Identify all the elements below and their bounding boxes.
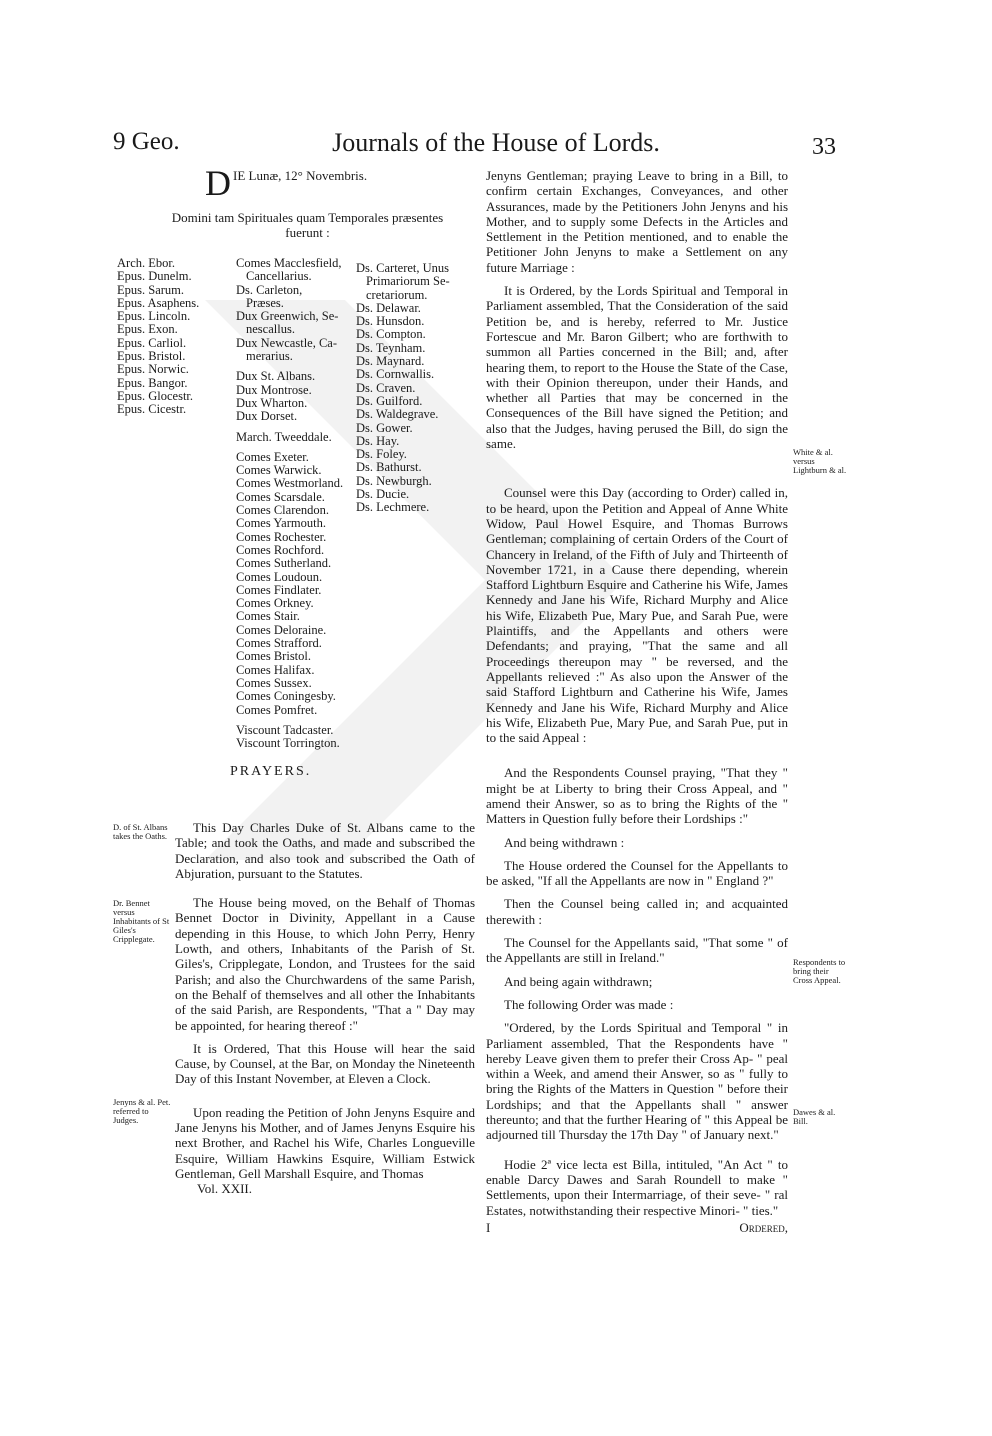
list-item-temporal-lord: Ds. Bathurst. <box>356 460 422 475</box>
list-item-temporal-lord: Præses. <box>246 295 284 310</box>
list-item-temporal-lord: Ds. Ducie. <box>356 487 410 502</box>
list-item-temporal-lord: Ds. Craven. <box>356 380 416 395</box>
list-item-temporal-lord: Dux Wharton. <box>236 395 308 410</box>
list-item-temporal-lord: Ds. Hay. <box>356 433 400 448</box>
list-item-temporal-lord: Comes Exeter. <box>236 449 309 464</box>
list-item-temporal-lord: Comes Stair. <box>236 609 300 624</box>
list-item-temporal-lord: Ds. Compton. <box>356 327 426 342</box>
paragraph-white-appeal: Counsel were this Day (according to Order) called in, to be heard, upon the Petition and Appeal of Anne White Widow, Paul Howel Esquire, and Thomas Burrows Gentleman; complaining of certain Orders of the Court of Chancery in Ireland, of the Fifth of July and Thirteenth of November 1721, in a Cause there depending, wherein Stafford Lightburn Esquire and Catherine his Wife, James Kennedy and Jane his Wife, Richard Murphy and Alice his Wife, Elizabeth Pue, Mary Pue, and Sarah Pue, were Plaintiffs, and the Appellants and others were Defendants; and praying, "That the same and all Proceedings thereupon may " be reversed, and the Appellants relieved :" As also upon the Answer of the said Stafford Lightburn and Catherine his Wife, James Kennedy and Jane his Wife, Richard Murphy and Alice his Wife, Elizabeth Pue, Mary Pue, and Sarah Pue, put in to the said Appeal : <box>486 485 788 746</box>
paragraph-counsel-said: The Counsel for the Appellants said, "That some " of the Appellants are still in Ireland." <box>486 935 788 966</box>
lords-spiritual-list <box>117 257 199 417</box>
list-item-temporal-lord: Ds. Guilford. <box>356 393 423 408</box>
left-column-body <box>175 820 475 1197</box>
list-item-temporal-lord: Ds. Gower. <box>356 420 413 435</box>
lords-temporal-list-b <box>356 262 450 515</box>
margin-note-st-albans: D. of St. Albans takes the Oaths. <box>113 822 168 841</box>
list-item-temporal-lord: Comes Scarsdale. <box>236 489 325 504</box>
list-item-temporal-lord: Comes Rochford. <box>236 542 325 557</box>
list-item-spiritual-lord: Epus. Dunelm. <box>117 269 192 284</box>
list-item-spiritual-lord: Epus. Bangor. <box>117 375 188 390</box>
list-item-spiritual-lord: Epus. Glocestr. <box>117 388 194 403</box>
list-item-temporal-lord: Ds. Delawar. <box>356 300 421 315</box>
list-item-temporal-lord: Comes Sutherland. <box>236 556 332 571</box>
list-item-temporal-lord: merarius. <box>246 349 293 364</box>
paragraph-house-ordered: The House ordered the Counsel for the Appellants to be asked, "If all the Appellants are now in " England ?" <box>486 857 788 889</box>
sheet-signature: I <box>486 1219 491 1235</box>
drop-cap: D <box>205 163 231 203</box>
paragraph-jenyns-order: It is Ordered, by the Lords Spiritual and Temporal in Parliament assembled, That the Consideration of the said Petition be, and is hereby, referred to Mr. Justice Fortescue and Mr. Baron Gilbert; who are forthwith to summon all Parties concerned in the Bill; and, after hearing them, to report to the House the State of the Case, with their Opinion thereupon, under their Hands, and whether all Parties that may be concerned in the Consequences of the Bill have signed the Petition; and also that the Judges, having perused the Bill, do sign the same. <box>486 283 788 452</box>
list-item-spiritual-lord: Epus. Exon. <box>117 322 178 337</box>
list-item-temporal-lord: Ds. Newburgh. <box>356 473 432 488</box>
list-item-temporal-lord: Comes Findlater. <box>236 582 322 597</box>
paragraph-st-albans-oaths: This Day Charles Duke of St. Albans came to the Table; and took the Oaths, and made and subscribed the Declaration, and also took and subscribed the Oath of Abjuration, pursuant to the Statutes. <box>175 820 475 881</box>
list-item-temporal-lord: Ds. Teynham. <box>356 340 426 355</box>
lords-temporal-list-a <box>236 257 343 750</box>
sitting-date-text: IE Lunæ, 12° Novembris. <box>233 168 368 183</box>
list-item-temporal-lord: cretariorum. <box>366 287 428 302</box>
list-item-temporal-lord: Viscount Torrington. <box>236 736 340 751</box>
list-item-temporal-lord: Comes Deloraine. <box>236 622 327 637</box>
list-item-temporal-lord: Comes Yarmouth. <box>236 516 326 531</box>
list-item-temporal-lord: Comes Warwick. <box>236 463 322 478</box>
prayers-heading: PRAYERS. <box>230 764 312 779</box>
paragraph-bennet-order: It is Ordered, That this House will hear the said Cause, by Counsel, at the Bar, on Monday the Nineteenth Day of this Instant November, at Eleven a Clock. <box>175 1040 475 1087</box>
sitting-date <box>205 163 368 203</box>
paragraph-withdrawn-again: And being again withdrawn; <box>504 973 653 989</box>
page-number: 33 <box>812 134 836 160</box>
margin-note-white: White & al. versus Lightburn & al. <box>793 447 847 475</box>
list-item-spiritual-lord: Epus. Asaphens. <box>117 295 200 310</box>
list-item-temporal-lord: Comes Clarendon. <box>236 503 330 518</box>
volume-signature: Vol. XXII. <box>197 1181 253 1197</box>
list-item-temporal-lord: Comes Halifax. <box>236 662 315 677</box>
paragraph-withdrawn: And being withdrawn : <box>504 834 625 850</box>
list-item-temporal-lord: Comes Coningesby. <box>236 689 336 704</box>
list-item-temporal-lord: Viscount Tadcaster. <box>236 722 334 737</box>
list-item-temporal-lord: Comes Sussex. <box>236 675 312 690</box>
list-item-temporal-lord: Comes Strafford. <box>236 636 322 651</box>
list-item-spiritual-lord: Epus. Cicestr. <box>117 402 187 417</box>
list-item-temporal-lord: Comes Westmorland. <box>236 476 344 491</box>
list-item-temporal-lord: Comes Bristol. <box>236 649 312 664</box>
paragraph-jenyns-petition: Upon reading the Petition of John Jenyns Esquire and Jane Jenyns his Mother, and of James Jenyns Esquire his next Brother, and Rachel his Wife, Charles Longueville Esquire, William Hawkins Esquire, William Estwick Gentleman, Gell Marshall Esquire, and Thomas <box>175 1104 475 1181</box>
list-item-temporal-lord: Dux St. Albans. <box>236 369 316 384</box>
margin-note-jenyns: Jenyns & al. Pet. referred to Judges. <box>113 1097 171 1125</box>
list-item-spiritual-lord: Epus. Bristol. <box>117 349 186 364</box>
margin-note-bennet: Dr. Bennet versus Inhabitants of St Giles's Cripplegate. <box>113 898 170 944</box>
list-item-temporal-lord: Ds. Carteret, Unus <box>356 261 450 275</box>
list-item-temporal-lord: Dux Greenwich, Se- <box>236 309 339 324</box>
list-item-temporal-lord: Ds. Waldegrave. <box>356 407 439 422</box>
catchword: Ordered, <box>739 1219 788 1235</box>
list-item-temporal-lord: Comes Rochester. <box>236 529 327 544</box>
running-head-regnal-year: 9 Geo. <box>113 128 180 155</box>
list-item-spiritual-lord: Arch. Ebor. <box>117 256 175 270</box>
list-item-temporal-lord: Ds. Cornwallis. <box>356 367 435 382</box>
right-column-body <box>486 168 788 1236</box>
list-item-temporal-lord: Ds. Foley. <box>356 447 407 462</box>
list-item-temporal-lord: Comes Orkney. <box>236 596 314 611</box>
margin-note-dawes: Dawes & al. Bill. <box>793 1107 836 1126</box>
attendance-heading: Domini tam Spirituales quam Temporales præsentes fuerunt : <box>171 210 444 240</box>
list-item-temporal-lord: nescallus. <box>246 322 295 337</box>
margin-note-respondents: Respondents to bring their Cross Appeal. <box>793 957 846 985</box>
paragraph-respondents-praying: And the Respondents Counsel praying, "That they " might be at Liberty to bring their Cross Appeal, and " amend their Answer, so as to bring the Rights of the " Matters in Question fully before their Lordships :" <box>486 765 788 827</box>
list-item-temporal-lord: Dux Newcastle, Ca- <box>236 335 338 350</box>
list-item-spiritual-lord: Epus. Norwic. <box>117 362 189 377</box>
list-item-temporal-lord: Ds. Hunsdon. <box>356 314 425 329</box>
list-item-spiritual-lord: Epus. Lincoln. <box>117 309 191 324</box>
paragraph-bennet-motion: The House being moved, on the Behalf of Thomas Bennet Doctor in Divinity, Appellant in a Cause depending in this House, to which John Perry, Henry Lowth, and others, Inhabitants of the Parish of St. Giles's, Cripplegate, London, and Trustees for the said Parish; and also the Churchwardens of the same Parish, on the Behalf of themselves and all other the Inhabitants of the said Parish, are Respondents, "That a " Day may be appointed, for hearing thereof :" <box>175 895 475 1033</box>
list-item-temporal-lord: March. Tweeddale. <box>236 429 332 444</box>
paragraph-dawes-bill: Hodie 2ª vice lecta est Billa, intituled, "An Act " to enable Darcy Dawes and Sarah Roundell to make " Settlements, upon their Intermarriage, of their seve- " ral Estates, notwithstanding their respective Minori- " ties." <box>486 1156 788 1218</box>
list-item-temporal-lord: Comes Pomfret. <box>236 702 318 717</box>
list-item-temporal-lord: Comes Macclesfield, <box>236 256 342 270</box>
list-item-temporal-lord: Ds. Maynard. <box>356 354 425 369</box>
paragraph-jenyns-continued: Jenyns Gentleman; praying Leave to bring in a Bill, to confirm certain Exchanges, Conveyances, and other Assurances, made by the Petitioners John Jenyns and his Mother, and to supply some Defects in the Articles and Settlement in the Petition mentioned, and to enable the Petitioner John Jenyns to make a Settlement on any future Marriage : <box>486 168 788 275</box>
list-item-temporal-lord: Dux Dorset. <box>236 409 298 424</box>
paragraph-order-text: "Ordered, by the Lords Spiritual and Temporal " in Parliament assembled, That the Respondents have " hereby Leave given them to prefer their Cross Ap- " peal within a Week, and amend their Answer, so as " fully to bring the Rights of the Matters in Question " before their Lordships; and that the Appellants shall " answer thereunto; and that the further Hearing of " this Appeal be adjourned till Thursday the 17th Day " of January next." <box>486 1020 788 1143</box>
list-item-temporal-lord: Dux Montrose. <box>236 382 312 397</box>
paragraph-counsel-called: Then the Counsel being called in; and acquainted therewith : <box>486 896 788 927</box>
list-item-temporal-lord: Ds. Carleton, <box>236 282 303 297</box>
paragraph-following-order: The following Order was made : <box>504 996 674 1012</box>
list-item-temporal-lord: Cancellarius. <box>246 269 312 284</box>
list-item-temporal-lord: Comes Loudoun. <box>236 569 323 584</box>
list-item-spiritual-lord: Epus. Carliol. <box>117 335 187 350</box>
list-item-temporal-lord: Primariorum Se- <box>366 274 450 289</box>
list-item-temporal-lord: Ds. Lechmere. <box>356 500 430 515</box>
list-item-spiritual-lord: Epus. Sarum. <box>117 282 185 297</box>
running-head-title: Journals of the House of Lords. <box>332 128 660 157</box>
